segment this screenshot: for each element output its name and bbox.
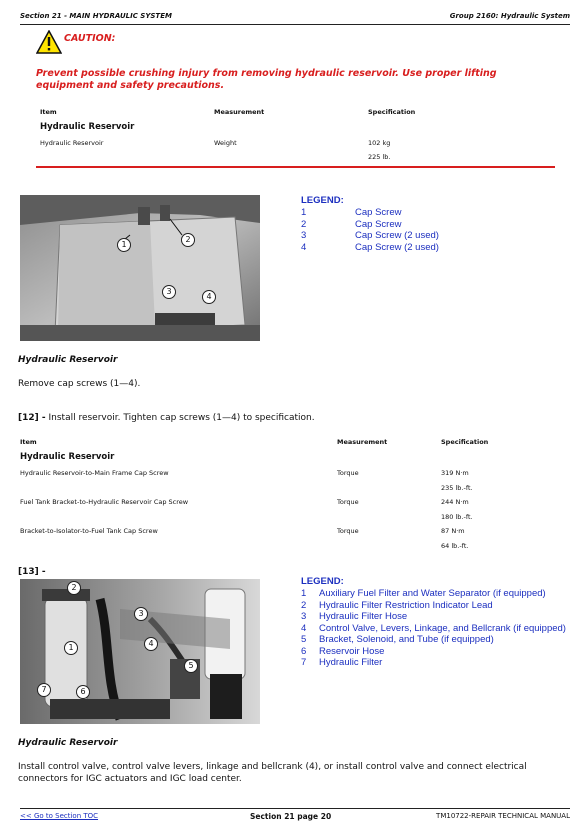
legend-item: 1 Auxiliary Fuel Filter and Water Separator (if equipped) <box>301 588 546 599</box>
callout-2: 2 <box>181 233 195 247</box>
table-cell: Torque <box>337 498 359 506</box>
callout-4: 4 <box>144 637 158 651</box>
callout-3: 3 <box>162 285 176 299</box>
col-specification: Specification <box>441 438 489 446</box>
legend-item: 3 Cap Screw (2 used) <box>301 230 439 241</box>
reservoir-illustration <box>20 195 260 341</box>
page-header <box>20 9 570 25</box>
step-13-label: [13] - <box>18 567 46 577</box>
legend-item: 4 Control Valve, Levers, Linkage, and Bellcrank (if equipped) <box>301 622 566 634</box>
callout-1: 1 <box>117 238 131 252</box>
table-cell: Weight <box>214 139 237 147</box>
manual-title: TM10722-REPAIR TECHNICAL MANUAL <box>436 812 570 820</box>
legend-item: 2 Cap Screw <box>301 218 402 230</box>
table-cell: Torque <box>337 469 359 477</box>
step-12-text: Install reservoir. Tighten cap screws (1—4) to specification. <box>48 413 315 423</box>
legend-item: 2 Hydraulic Filter Restriction Indicator Lead <box>301 599 493 611</box>
col-specification: Specification <box>368 108 416 116</box>
spec-table-torque <box>20 438 560 556</box>
reservoir-photo-2 <box>20 579 260 724</box>
figure-caption-2: Hydraulic Reservoir <box>18 738 118 748</box>
group-label: Hydraulic Reservoir <box>20 452 115 462</box>
legend-item: 3 Hydraulic Filter Hose <box>301 611 408 622</box>
section-toc-link[interactable]: << Go to Section TOC <box>20 812 99 820</box>
group-label: Hydraulic Reservoir <box>40 122 135 132</box>
reservoir-photo-1 <box>20 195 260 341</box>
table-cell: 244 N·m <box>441 498 469 506</box>
step-remove-text: Remove cap screws (1—4). <box>18 379 141 389</box>
table-cell: 225 lb. <box>368 153 391 161</box>
warning-triangle-icon <box>36 30 62 54</box>
legend-figure-1 <box>301 195 571 253</box>
step-12-label: [12] - <box>18 413 46 423</box>
callout-3: 3 <box>134 607 148 621</box>
table-cell: 102 kg <box>368 139 391 147</box>
legend-item: 4 Cap Screw (2 used) <box>301 241 439 253</box>
step-12 <box>18 412 315 424</box>
callout-5: 5 <box>184 659 198 673</box>
legend-title: LEGEND: <box>301 195 344 206</box>
table-cell: 180 lb.-ft. <box>441 513 473 521</box>
table-cell: Hydraulic Reservoir <box>40 139 104 147</box>
group-title: Group 2160: Hydraulic System <box>449 12 570 20</box>
page-footer <box>20 808 570 824</box>
spec-table-weight <box>40 108 540 166</box>
legend-item: 1 Cap Screw <box>301 207 402 218</box>
table-cell: Bracket-to-Isolator-to-Fuel Tank Cap Screw <box>20 527 158 535</box>
figure-caption-1: Hydraulic Reservoir <box>18 355 118 365</box>
step-install-text: Install control valve, control valve levers, linkage and bellcrank (4), or install control valve and connect electrical connectors for IGC actuators and IGC load center. <box>18 762 527 784</box>
table-cell: Fuel Tank Bracket-to-Hydraulic Reservoir Cap Screw <box>20 498 189 506</box>
callout-4: 4 <box>202 290 216 304</box>
table-cell: 235 lb.-ft. <box>441 484 473 492</box>
divider-line <box>36 166 555 168</box>
legend-item: 6 Reservoir Hose <box>301 645 385 657</box>
legend-item: 5 Bracket, Solenoid, and Tube (if equipped) <box>301 634 494 645</box>
table-cell: Hydraulic Reservoir-to-Main Frame Cap Screw <box>20 469 169 477</box>
legend-item: 7 Hydraulic Filter <box>301 657 383 668</box>
callout-6: 6 <box>76 685 90 699</box>
table-cell: Torque <box>337 527 359 535</box>
callout-2: 2 <box>67 581 81 595</box>
col-item: Item <box>40 108 57 116</box>
table-cell: 64 lb.-ft. <box>441 542 469 550</box>
table-cell: 319 N·m <box>441 469 469 477</box>
section-title: Section 21 - MAIN HYDRAULIC SYSTEM <box>20 12 172 20</box>
caution-text: Prevent possible crushing injury from removing hydraulic reservoir. Use proper lifting equipment and safety precautions. <box>36 68 497 91</box>
caution-title: CAUTION: <box>64 33 116 44</box>
page-number: Section 21 page 20 <box>250 812 332 821</box>
filter-illustration <box>20 579 260 724</box>
table-cell: 87 N·m <box>441 527 465 535</box>
col-measurement: Measurement <box>337 438 388 446</box>
legend-figure-2 <box>301 576 571 669</box>
col-item: Item <box>20 438 37 446</box>
callout-1: 1 <box>64 641 78 655</box>
legend-title: LEGEND: <box>301 576 344 587</box>
callout-7: 7 <box>37 683 51 697</box>
col-measurement: Measurement <box>214 108 265 116</box>
